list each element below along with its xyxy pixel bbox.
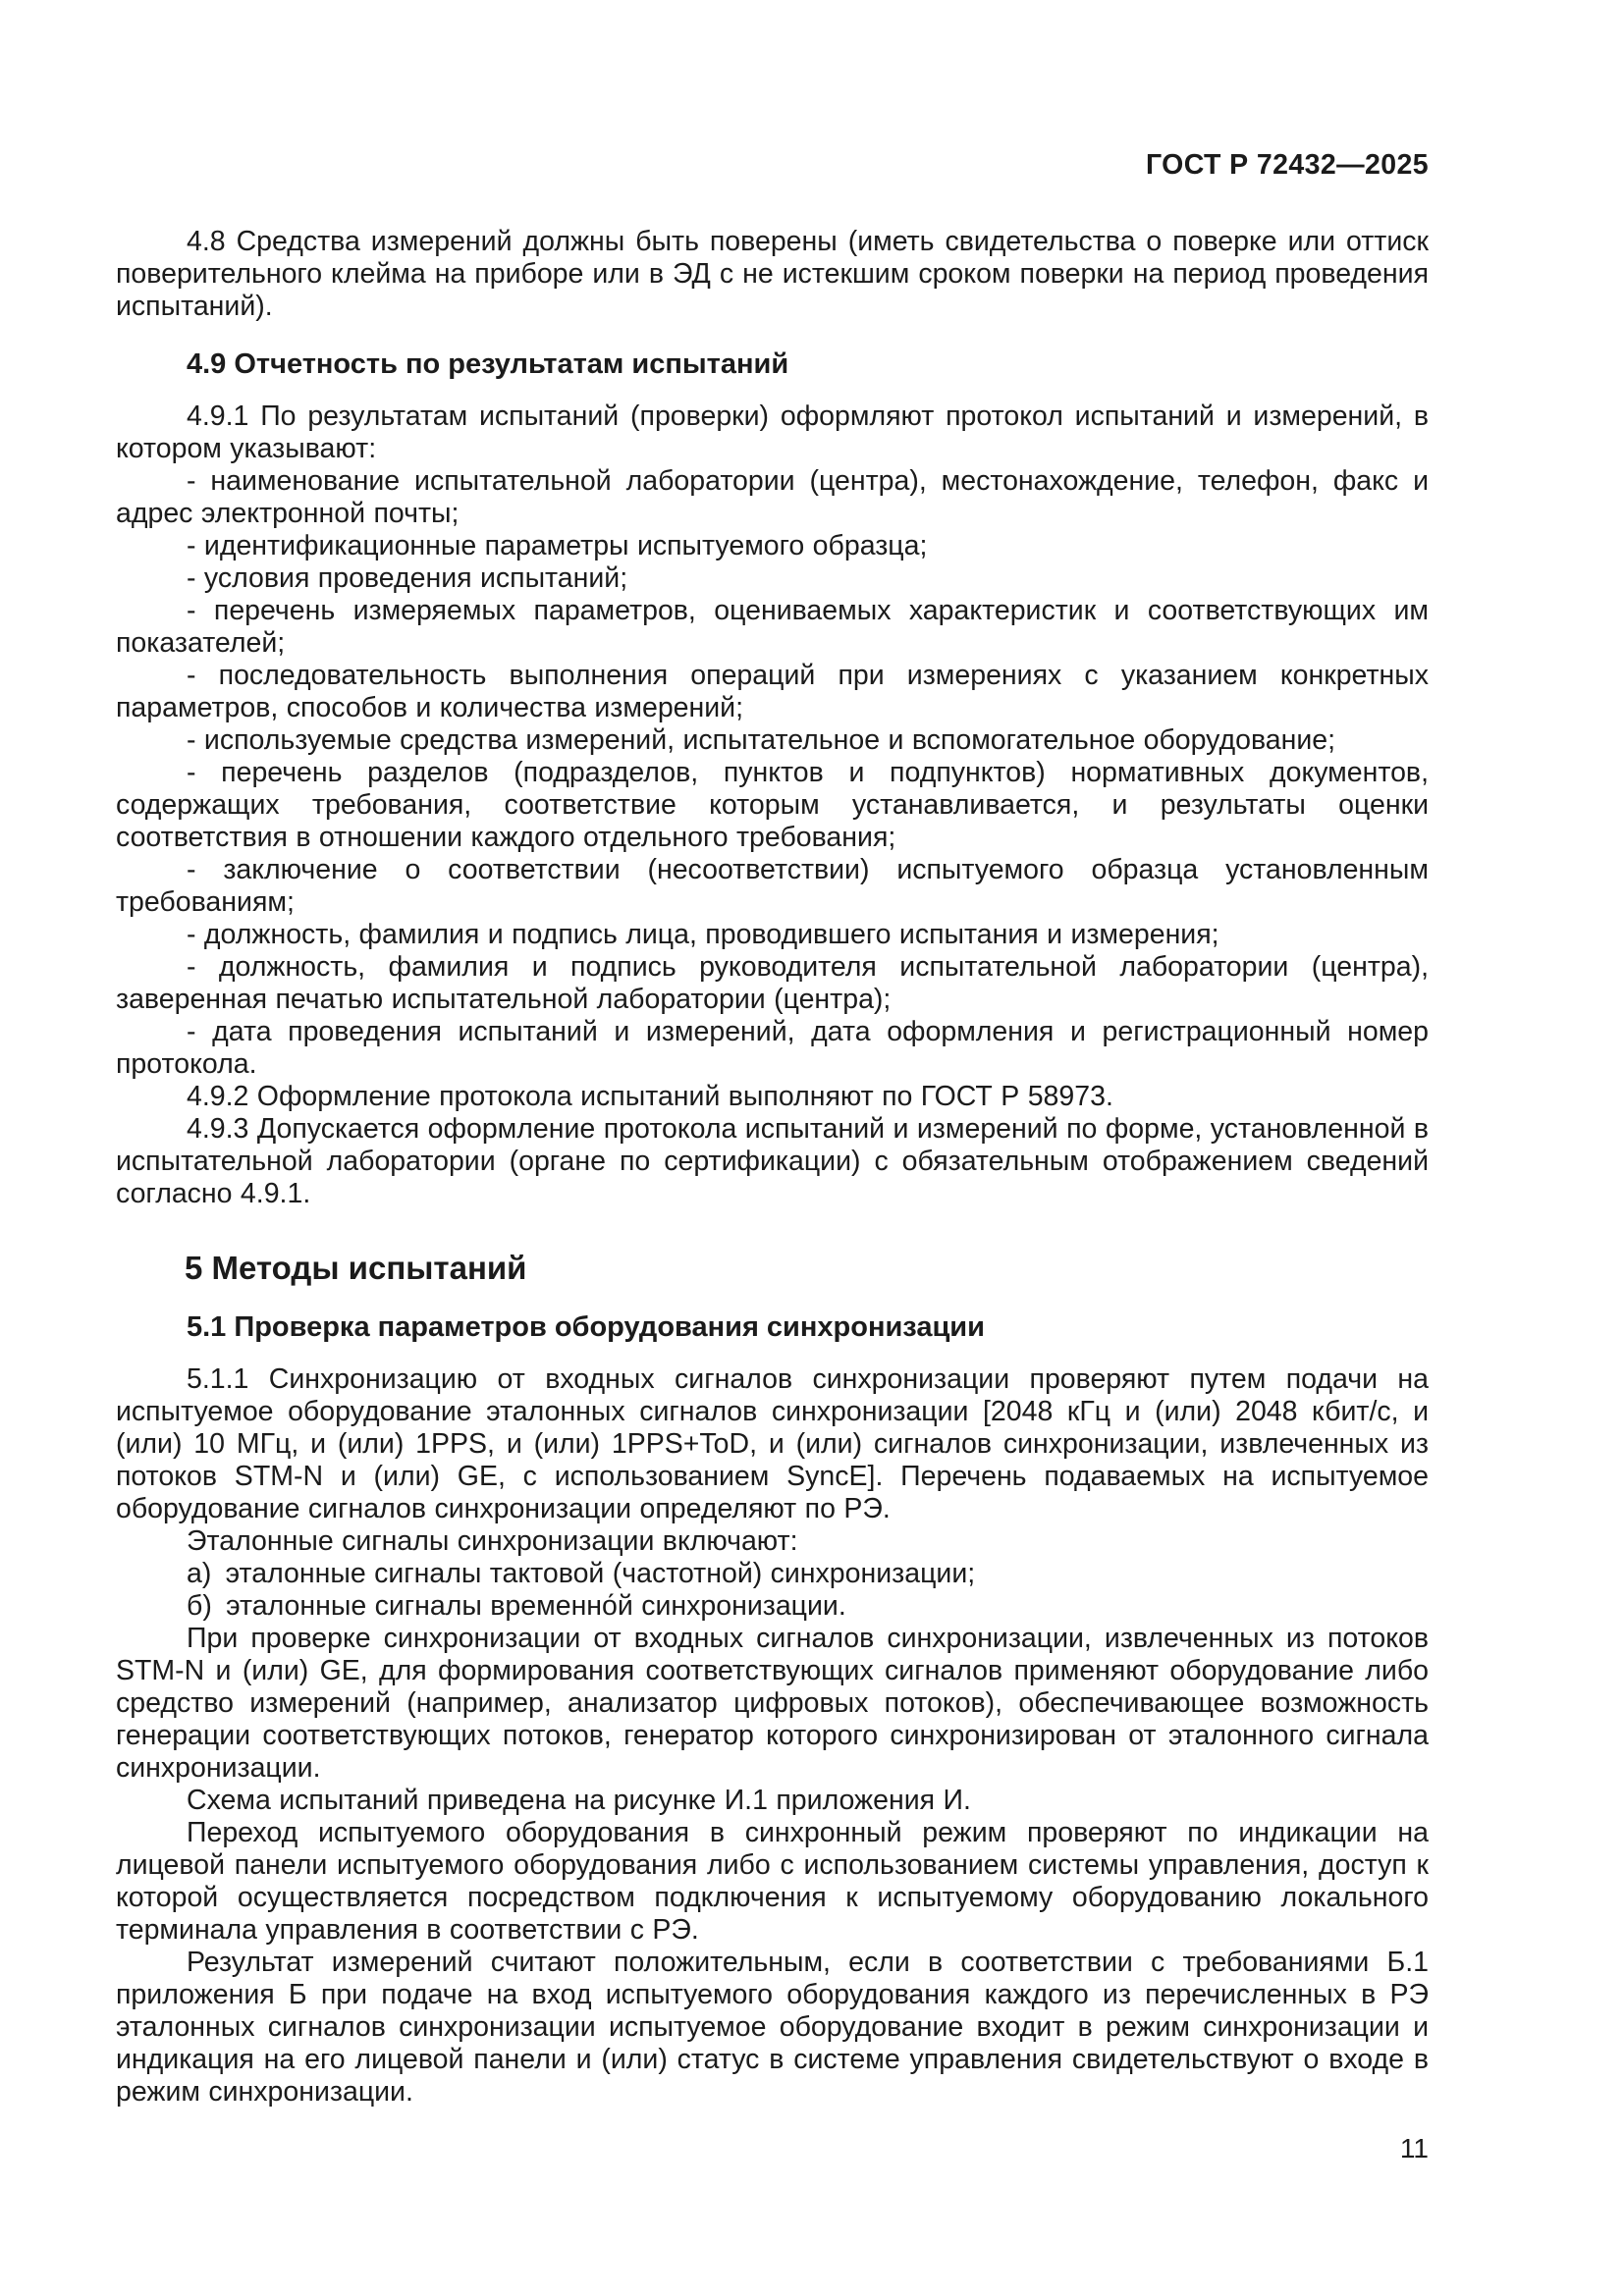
reference-signals-intro-paragraph: Эталонные сигналы синхронизации включают: (187, 1525, 798, 1557)
stm-n-check-paragraph: При проверке синхронизации от входных сигналов синхронизации, извлеченных из потоков STM-N и (или) GE, для формирования соответствующих сигналов применяют оборудование либо средство измерений (например, анализатор цифровых потоков), обеспечивающее возможность генерации соответствующих потоков, генератор которого синхронизирован от эталонного сигнала синхронизации. (116, 1623, 1429, 1784)
protocol-list-item: - перечень измеряемых параметров, оцениваемых характеристик и соответствующих им показателей; (116, 595, 1429, 659)
clause-5-1-1-paragraph: 5.1.1 Синхронизацию от входных сигналов синхронизации проверяют путем подачи на испытуемое оборудование эталонных сигналов синхронизации [2048 кГц и (или) 2048 кбит/с, и (или) 10 МГц, и (или) 1PPS, и (или) 1PPS+ToD, и (или) сигналов синхронизации, извлеченных из потоков STM-N и (или) GE, с использованием SyncE]. Перечень подаваемых на испытуемое оборудование сигналов синхронизации определяют по РЭ. (116, 1363, 1429, 1524)
section-5-1-heading: 5.1 Проверка параметров оборудования синхронизации (187, 1311, 985, 1343)
protocol-list-item: - наименование испытательной лаборатории (центра), местонахождение, телефон, факс и адрес электронной почты; (116, 465, 1429, 529)
protocol-list-item: - используемые средства измерений, испытательное и вспомогательное оборудование; (187, 724, 1336, 756)
protocol-list-item: - перечень разделов (подразделов, пунктов и подпунктов) нормативных документов, содержащих требования, соответствие которым устанавливается, и результаты оценки соответствия в отношении каждого отдельного требования; (116, 757, 1429, 853)
clause-4-8-paragraph: 4.8 Средства измерений должны быть поверены (иметь свидетельства о поверке или оттиск поверительного клейма на приборе или в ЭД с не истекшим сроком поверки на период проведения испытаний). (116, 226, 1429, 322)
page-content (116, 149, 1429, 2164)
section-4-9-heading: 4.9 Отчетность по результатам испытаний (187, 348, 789, 380)
clause-4-9-1-paragraph: 4.9.1 По результатам испытаний (проверки) оформляют протокол испытаний и измерений, в котором указывают: (116, 400, 1429, 464)
page-number: 11 (1399, 2133, 1429, 2163)
protocol-list-item: - заключение о соответствии (несоответствии) испытуемого образца установленным требованиям; (116, 854, 1429, 918)
sync-mode-check-paragraph: Переход испытуемого оборудования в синхронный режим проверяют по индикации на лицевой панели испытуемого оборудования либо с использованием системы управления, доступ к которой осуществляется посредством подключения к испытуемому оборудованию локального терминала управления в соответствии с РЭ. (116, 1817, 1429, 1946)
protocol-list-item: - дата проведения испытаний и измерений, дата оформления и регистрационный номер протокола. (116, 1016, 1429, 1080)
protocol-list-item: - должность, фамилия и подпись лица, проводившего испытания и измерения; (187, 919, 1219, 950)
measurement-result-paragraph: Результат измерений считают положительным, если в соответствии с требованиями Б.1 приложения Б при подаче на вход испытуемого оборудования каждого из перечисленных в РЭ эталонных сигналов синхронизации испытуемое оборудование входит в режим синхронизации и индикация на его лицевой панели и (или) статус в системе управления свидетельствуют о входе в режим синхронизации. (116, 1947, 1429, 2108)
protocol-list-item: - последовательность выполнения операций при измерениях с указанием конкретных параметров, способов и количества измерений; (116, 660, 1429, 723)
standard-number: ГОСТ Р 72432—2025 (1145, 149, 1429, 181)
protocol-list-item: - идентификационные параметры испытуемого образца; (187, 530, 928, 561)
clause-4-9-3-paragraph: 4.9.3 Допускается оформление протокола испытаний и измерений по форме, установленной в испытательной лаборатории (органе по сертификации) с обязательным отображением сведений согласно 4.9.1. (116, 1113, 1429, 1209)
clause-4-9-2-paragraph: 4.9.2 Оформление протокола испытаний выполняют по ГОСТ Р 58973. (187, 1081, 1113, 1112)
test-scheme-paragraph: Схема испытаний приведена на рисунке И.1 приложения И. (187, 1785, 971, 1816)
section-5-heading: 5 Методы испытаний (185, 1250, 527, 1286)
protocol-list-item: - должность, фамилия и подпись руководителя испытательной лаборатории (центра), заверенная печатью испытательной лаборатории (центра); (116, 951, 1429, 1015)
protocol-list-item: - условия проведения испытаний; (187, 562, 628, 594)
signal-type-list-item: а) эталонные сигналы тактовой (частотной) синхронизации; (187, 1558, 976, 1589)
signal-type-list-item: б) эталонные сигналы временно́й синхронизации. (187, 1590, 846, 1622)
